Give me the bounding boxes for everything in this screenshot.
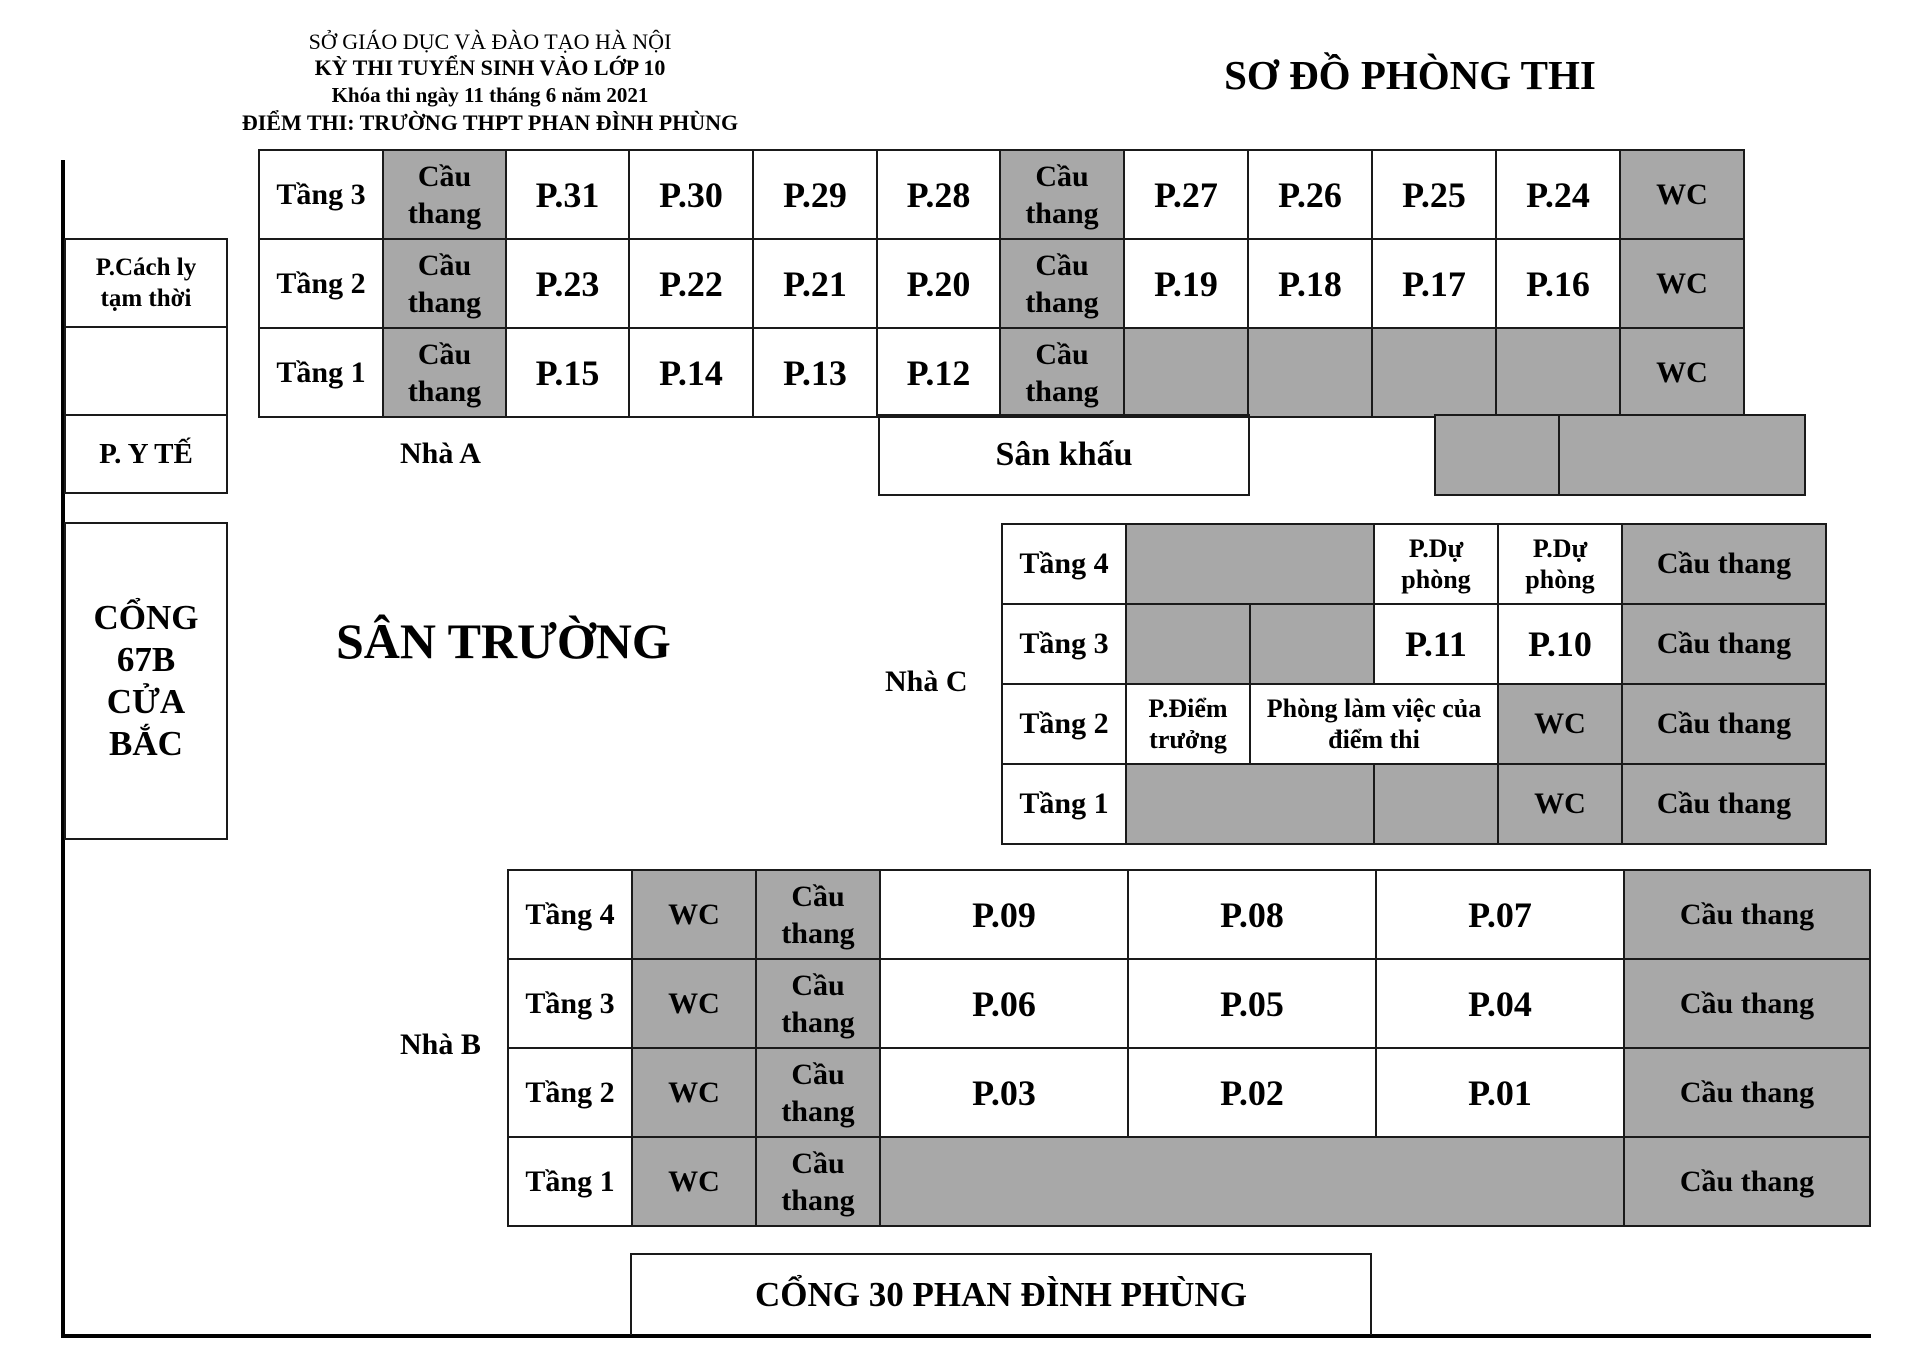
exam-room: P.08 — [1128, 870, 1376, 959]
exam-room: P.06 — [880, 959, 1128, 1048]
exam-room: P.02 — [1128, 1048, 1376, 1137]
restroom: WC — [1620, 150, 1744, 239]
exam-room: P.30 — [629, 150, 753, 239]
staircase: Cầu thang — [1624, 870, 1870, 959]
shaded-area — [880, 1137, 1624, 1226]
exam-room: P.12 — [877, 328, 1000, 417]
exam-room: P.11 — [1374, 604, 1498, 684]
header-department: SỞ GIÁO DỤC VÀ ĐÀO TẠO HÀ NỘI — [308, 29, 672, 54]
staircase: Cầu thang — [1622, 524, 1826, 604]
staircase: Cầu thang — [1622, 684, 1826, 764]
floor-label: Tầng 2 — [1002, 684, 1126, 764]
restroom: WC — [1498, 764, 1622, 844]
exam-room: P.10 — [1498, 604, 1622, 684]
exam-room: P.05 — [1128, 959, 1376, 1048]
shaded-area — [1374, 764, 1498, 844]
exam-room: P.15 — [506, 328, 629, 417]
restroom: WC — [632, 1048, 756, 1137]
staircase: Cầu thang — [1622, 764, 1826, 844]
site-office: Phòng làm việc của điểm thi — [1250, 684, 1498, 764]
shaded-area — [1250, 604, 1374, 684]
staircase: Cầu thang — [756, 959, 880, 1048]
restroom: WC — [632, 1137, 756, 1226]
building-c-label: Nhà C — [885, 665, 968, 698]
staircase: Cầu thang — [1624, 1048, 1870, 1137]
reserve-room: P.Dự phòng — [1498, 524, 1622, 604]
stage: Sân khấu — [878, 414, 1250, 496]
shaded-area — [1126, 524, 1374, 604]
shaded-block — [1434, 414, 1560, 496]
floor-label: Tầng 1 — [259, 328, 383, 417]
restroom: WC — [1620, 239, 1744, 328]
floor-label: Tầng 1 — [508, 1137, 632, 1226]
staircase: Cầu thang — [756, 1137, 880, 1226]
exam-room: P.31 — [506, 150, 629, 239]
staircase: Cầu thang — [1624, 1137, 1870, 1226]
head-office: P.Điểm trưởng — [1126, 684, 1250, 764]
exam-room: P.14 — [629, 328, 753, 417]
exam-room: P.25 — [1372, 150, 1496, 239]
shaded-area — [1496, 328, 1620, 417]
floor-label: Tầng 1 — [1002, 764, 1126, 844]
courtyard-label: SÂN TRƯỜNG — [336, 613, 671, 669]
staircase: Cầu thang — [383, 150, 506, 239]
staircase: Cầu thang — [756, 870, 880, 959]
floor-label: Tầng 2 — [508, 1048, 632, 1137]
north-gate: CỔNG 67B CỬA BẮC — [64, 522, 228, 840]
exam-room: P.18 — [1248, 239, 1372, 328]
staircase: Cầu thang — [1000, 328, 1124, 417]
exam-room: P.16 — [1496, 239, 1620, 328]
floor-label: Tầng 2 — [259, 239, 383, 328]
main-gate: CỔNG 30 PHAN ĐÌNH PHÙNG — [630, 1253, 1372, 1335]
building-b-label: Nhà B — [400, 1028, 481, 1061]
exam-room: P.03 — [880, 1048, 1128, 1137]
shaded-area — [1248, 328, 1372, 417]
shaded-area — [1126, 604, 1250, 684]
exam-room: P.27 — [1124, 150, 1248, 239]
building-c — [1001, 523, 1827, 845]
floor-label: Tầng 4 — [1002, 524, 1126, 604]
empty-side-room — [64, 326, 228, 416]
exam-room: P.29 — [753, 150, 877, 239]
exam-room: P.23 — [506, 239, 629, 328]
exam-room: P.04 — [1376, 959, 1624, 1048]
reserve-room: P.Dự phòng — [1374, 524, 1498, 604]
isolation-room: P.Cách ly tạm thời — [64, 238, 228, 328]
staircase: Cầu thang — [383, 239, 506, 328]
restroom: WC — [1620, 328, 1744, 417]
shaded-area — [1372, 328, 1496, 417]
exam-room: P.13 — [753, 328, 877, 417]
staircase: Cầu thang — [383, 328, 506, 417]
exam-room: P.28 — [877, 150, 1000, 239]
shaded-area — [1126, 764, 1374, 844]
staircase: Cầu thang — [1000, 150, 1124, 239]
staircase: Cầu thang — [1624, 959, 1870, 1048]
floor-label: Tầng 4 — [508, 870, 632, 959]
shaded-block — [1558, 414, 1806, 496]
floor-label: Tầng 3 — [1002, 604, 1126, 684]
restroom: WC — [632, 959, 756, 1048]
staircase: Cầu thang — [1000, 239, 1124, 328]
exam-room: P.20 — [877, 239, 1000, 328]
exam-room: P.09 — [880, 870, 1128, 959]
building-a — [258, 149, 1745, 418]
staircase: Cầu thang — [1622, 604, 1826, 684]
exam-room: P.24 — [1496, 150, 1620, 239]
exam-room: P.17 — [1372, 239, 1496, 328]
building-b — [507, 869, 1871, 1227]
floor-label: Tầng 3 — [508, 959, 632, 1048]
medical-room: P. Y TẾ — [64, 414, 228, 494]
staircase: Cầu thang — [756, 1048, 880, 1137]
header-exam-site: ĐIỂM THI: TRƯỜNG THPT PHAN ĐÌNH PHÙNG — [241, 110, 739, 135]
floor-label: Tầng 3 — [259, 150, 383, 239]
exam-room: P.26 — [1248, 150, 1372, 239]
restroom: WC — [1498, 684, 1622, 764]
exam-room: P.22 — [629, 239, 753, 328]
exam-room: P.21 — [753, 239, 877, 328]
page-title: SƠ ĐỒ PHÒNG THI — [1224, 52, 1596, 98]
shaded-area — [1124, 328, 1248, 417]
building-a-label: Nhà A — [400, 437, 481, 470]
header-exam-date: Khóa thi ngày 11 tháng 6 năm 2021 — [331, 83, 649, 107]
exam-room: P.19 — [1124, 239, 1248, 328]
exam-room: P.07 — [1376, 870, 1624, 959]
header-exam-name: KỲ THI TUYỂN SINH VÀO LỚP 10 — [314, 55, 666, 80]
exam-room: P.01 — [1376, 1048, 1624, 1137]
restroom: WC — [632, 870, 756, 959]
